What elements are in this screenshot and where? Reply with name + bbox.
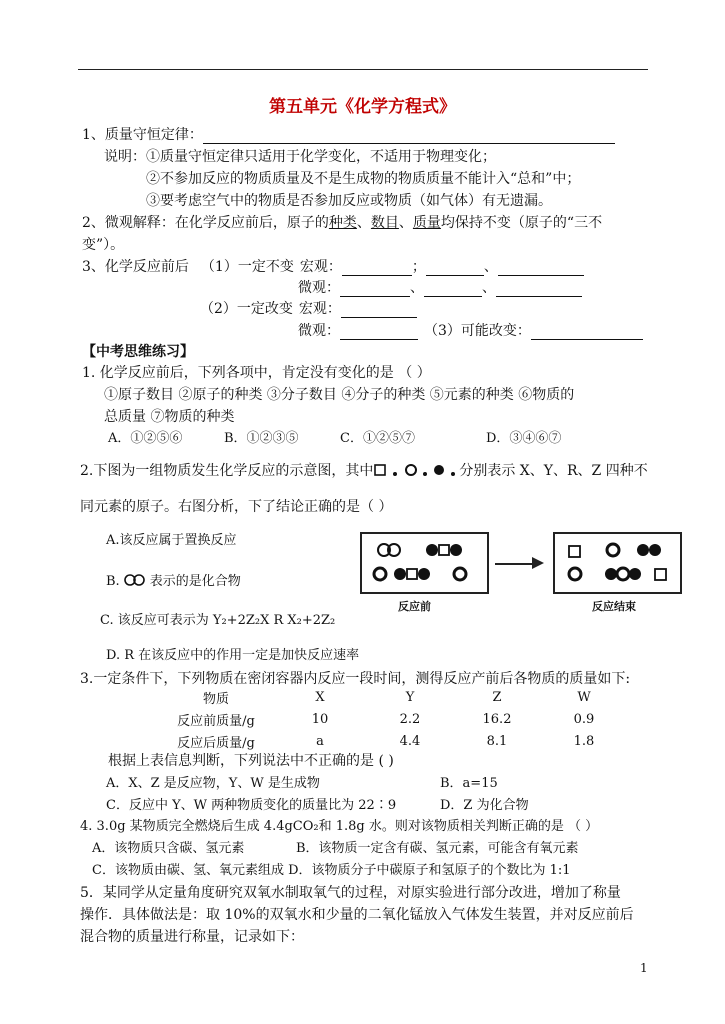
section-3-row-1: [82, 258, 584, 276]
q2-option-d[interactable]: D. R 在该反应中的作用一定是加快反应速率: [106, 648, 360, 663]
section-3-row-3: [200, 300, 417, 318]
q1-option-c[interactable]: C．①②⑤⑦: [340, 431, 415, 446]
q1-option-b[interactable]: B．①②③⑤: [224, 431, 299, 446]
macro-label: 宏观：: [299, 259, 342, 275]
section-2-line-2: 变”）。: [82, 237, 125, 253]
q5-line-3: 混合物的质量进行称量，记录如下：: [80, 929, 304, 945]
table-cell: 1.8: [573, 733, 595, 749]
section-3-row-4: [298, 322, 643, 340]
keyword-mass: 质量: [412, 215, 441, 231]
micro-label: 微观：: [298, 280, 340, 296]
note-1: [104, 148, 496, 166]
page-title: 第五单元《化学方程式》: [269, 97, 456, 117]
table-cell: 0.9: [573, 711, 595, 727]
arrow-head-icon: [532, 557, 544, 569]
answer-blank[interactable]: [340, 324, 418, 340]
answer-blank[interactable]: [341, 302, 417, 318]
q1-option-d[interactable]: D．③④⑥⑦: [486, 431, 562, 446]
reaction-arrow: [495, 563, 535, 565]
table-header: Y: [405, 689, 415, 705]
table-cell: 反应后质量/g: [177, 735, 255, 751]
answer-blank[interactable]: [426, 260, 484, 276]
q1-stem: 1. 化学反应前后，下列各项中，肯定没有变化的是 （ ）: [82, 365, 431, 381]
table-header-row: [160, 686, 626, 708]
q1-items-2: 总质量 ⑦物质的种类: [104, 409, 235, 425]
mass-table: [160, 686, 626, 752]
table-header: 物质: [202, 691, 229, 707]
figure-caption-after: 反应结束: [592, 600, 636, 613]
figure-caption-before: 反应前: [398, 600, 431, 613]
maybe-changed-label: （3）可能改变：: [424, 323, 531, 339]
q4-option-b[interactable]: B．该物质一定含有碳、氢元素，可能含有氧元素: [296, 841, 579, 856]
separator: 、: [483, 259, 498, 275]
q5-line-1: 5．某同学从定量角度研究双氧水制取氧气的过程，对原实验进行部分改进，增加了称量: [80, 885, 621, 901]
table-header: Z: [492, 689, 502, 705]
table-cell: 反应前质量/g: [177, 713, 255, 729]
unchanged-label: （1）一定不变: [200, 259, 294, 275]
answer-blank[interactable]: [340, 281, 410, 297]
separator: ；: [411, 259, 426, 275]
table-cell: a: [316, 733, 324, 749]
table-row: [160, 730, 626, 752]
q3-stem: 3.一定条件下，下列物质在密闭容器内反应一段时间，测得反应产前后各物质的质量如下:: [80, 671, 631, 687]
answer-blank[interactable]: [342, 260, 412, 276]
section-1: [82, 126, 615, 144]
answer-blank[interactable]: [424, 281, 482, 297]
q2-stem: [80, 462, 648, 480]
q2-line-2: 同元素的原子。右图分析，下了结论正确的是（ ）: [80, 499, 393, 515]
q3-option-a[interactable]: A．X、Z 是反应物，Y、W 是生成物: [106, 776, 320, 791]
section-2-text: 2、微观解释：在化学反应前后，原子的: [82, 215, 329, 231]
section-3-row-2: [298, 279, 582, 297]
q3-option-d[interactable]: D．Z 为化合物: [440, 798, 529, 813]
separator: 、: [398, 215, 413, 231]
note-3: ③要考虑空气中的物质是否参加反应或物质（如气体）有无遗漏。: [146, 193, 552, 209]
before-molecules-icon: [362, 534, 487, 592]
reaction-after-box: [553, 532, 682, 594]
keyword-kinds: 种类: [328, 215, 357, 231]
q4-stem: 4. 3.0g 某物质完全燃烧后生成 4.4gCO₂和 1.8g 水。则对该物质相关判断正确的是 （ ）: [80, 819, 599, 834]
changed-label: （2）一定改变: [200, 301, 293, 317]
q3-option-b[interactable]: B．a=15: [440, 776, 498, 791]
q3-judge: 根据上表信息判断，下列说法中不正确的是 ( ): [108, 753, 394, 769]
section-3-label: 3、化学反应前后: [82, 259, 189, 275]
section-2-line-1: [82, 214, 602, 232]
answer-blank[interactable]: [496, 281, 582, 297]
section-1-label: 1、质量守恒定律：: [82, 127, 203, 143]
top-rule: [78, 69, 648, 70]
table-row: [160, 708, 626, 730]
q1-items-1: ①原子数目 ②原子的种类 ③分子数目 ④分子的种类 ⑤元素的种类 ⑥物质的: [104, 387, 575, 403]
keyword-number: 数目: [370, 215, 399, 231]
table-cell: 10: [311, 711, 329, 727]
table-cell: 8.1: [486, 733, 508, 749]
table-header: W: [577, 689, 591, 705]
q2-option-a[interactable]: A.该反应属于置换反应: [106, 533, 237, 548]
separator: 、: [482, 280, 496, 296]
page-number: 1: [640, 961, 648, 975]
molecule-icon: [120, 572, 150, 588]
q4-option-c-d[interactable]: C．该物质由碳、氢、氧元素组成 D．该物质分子中碳原子和氢原子的个数比为 1:1: [92, 863, 571, 878]
table-header: X: [315, 689, 325, 705]
section-2-text-end: 均保持不变（原子的“三不: [440, 215, 603, 231]
answer-blank[interactable]: [531, 324, 643, 340]
answer-blank[interactable]: [498, 260, 584, 276]
q1-option-a[interactable]: A．①②⑤⑥: [108, 431, 183, 446]
practice-header: 【中考思维练习】: [82, 344, 194, 360]
q2-option-c[interactable]: C. 该反应可表示为 Y₂+2Z₂X R X₂+2Z₂: [100, 613, 336, 628]
answer-blank[interactable]: [203, 128, 615, 144]
q2-stem-text-end: 分别表示 X、Y、R、Z 四种不: [459, 463, 648, 479]
atom-symbols-icon: [373, 462, 459, 478]
micro-label: 微观：: [298, 323, 340, 339]
table-cell: 4.4: [399, 733, 421, 749]
macro-label: 宏观：: [298, 301, 341, 317]
reaction-before-box: [360, 532, 489, 594]
table-cell: 2.2: [399, 711, 421, 727]
q2-option-b-text: 表示的是化合物: [149, 574, 241, 589]
q5-line-2: 操作．具体做法是：取 10%的双氧水和少量的二氧化锰放入气体发生装置，并对反应前后: [80, 907, 634, 923]
separator: 、: [356, 215, 371, 231]
table-cell: 16.2: [482, 711, 512, 727]
note-label: 说明：: [104, 149, 146, 165]
q4-option-a[interactable]: A．该物质只含碳、氢元素: [92, 841, 245, 856]
note-1-text: ①质量守恒定律只适用于化学变化，不适用于物理变化；: [146, 149, 496, 165]
q3-option-c[interactable]: C．反应中 Y、W 两种物质变化的质量比为 22∶9: [106, 798, 397, 813]
after-molecules-icon: [555, 534, 680, 592]
q2-stem-text: 2.下图为一组物质发生化学反应的示意图，其中: [80, 463, 374, 479]
q2-option-b[interactable]: [106, 572, 241, 590]
q2-option-b-prefix: B.: [106, 574, 120, 589]
separator: 、: [410, 280, 424, 296]
note-2: ②不参加反应的物质质量及不是生成物的物质质量不能计入“总和”中；: [146, 171, 581, 187]
